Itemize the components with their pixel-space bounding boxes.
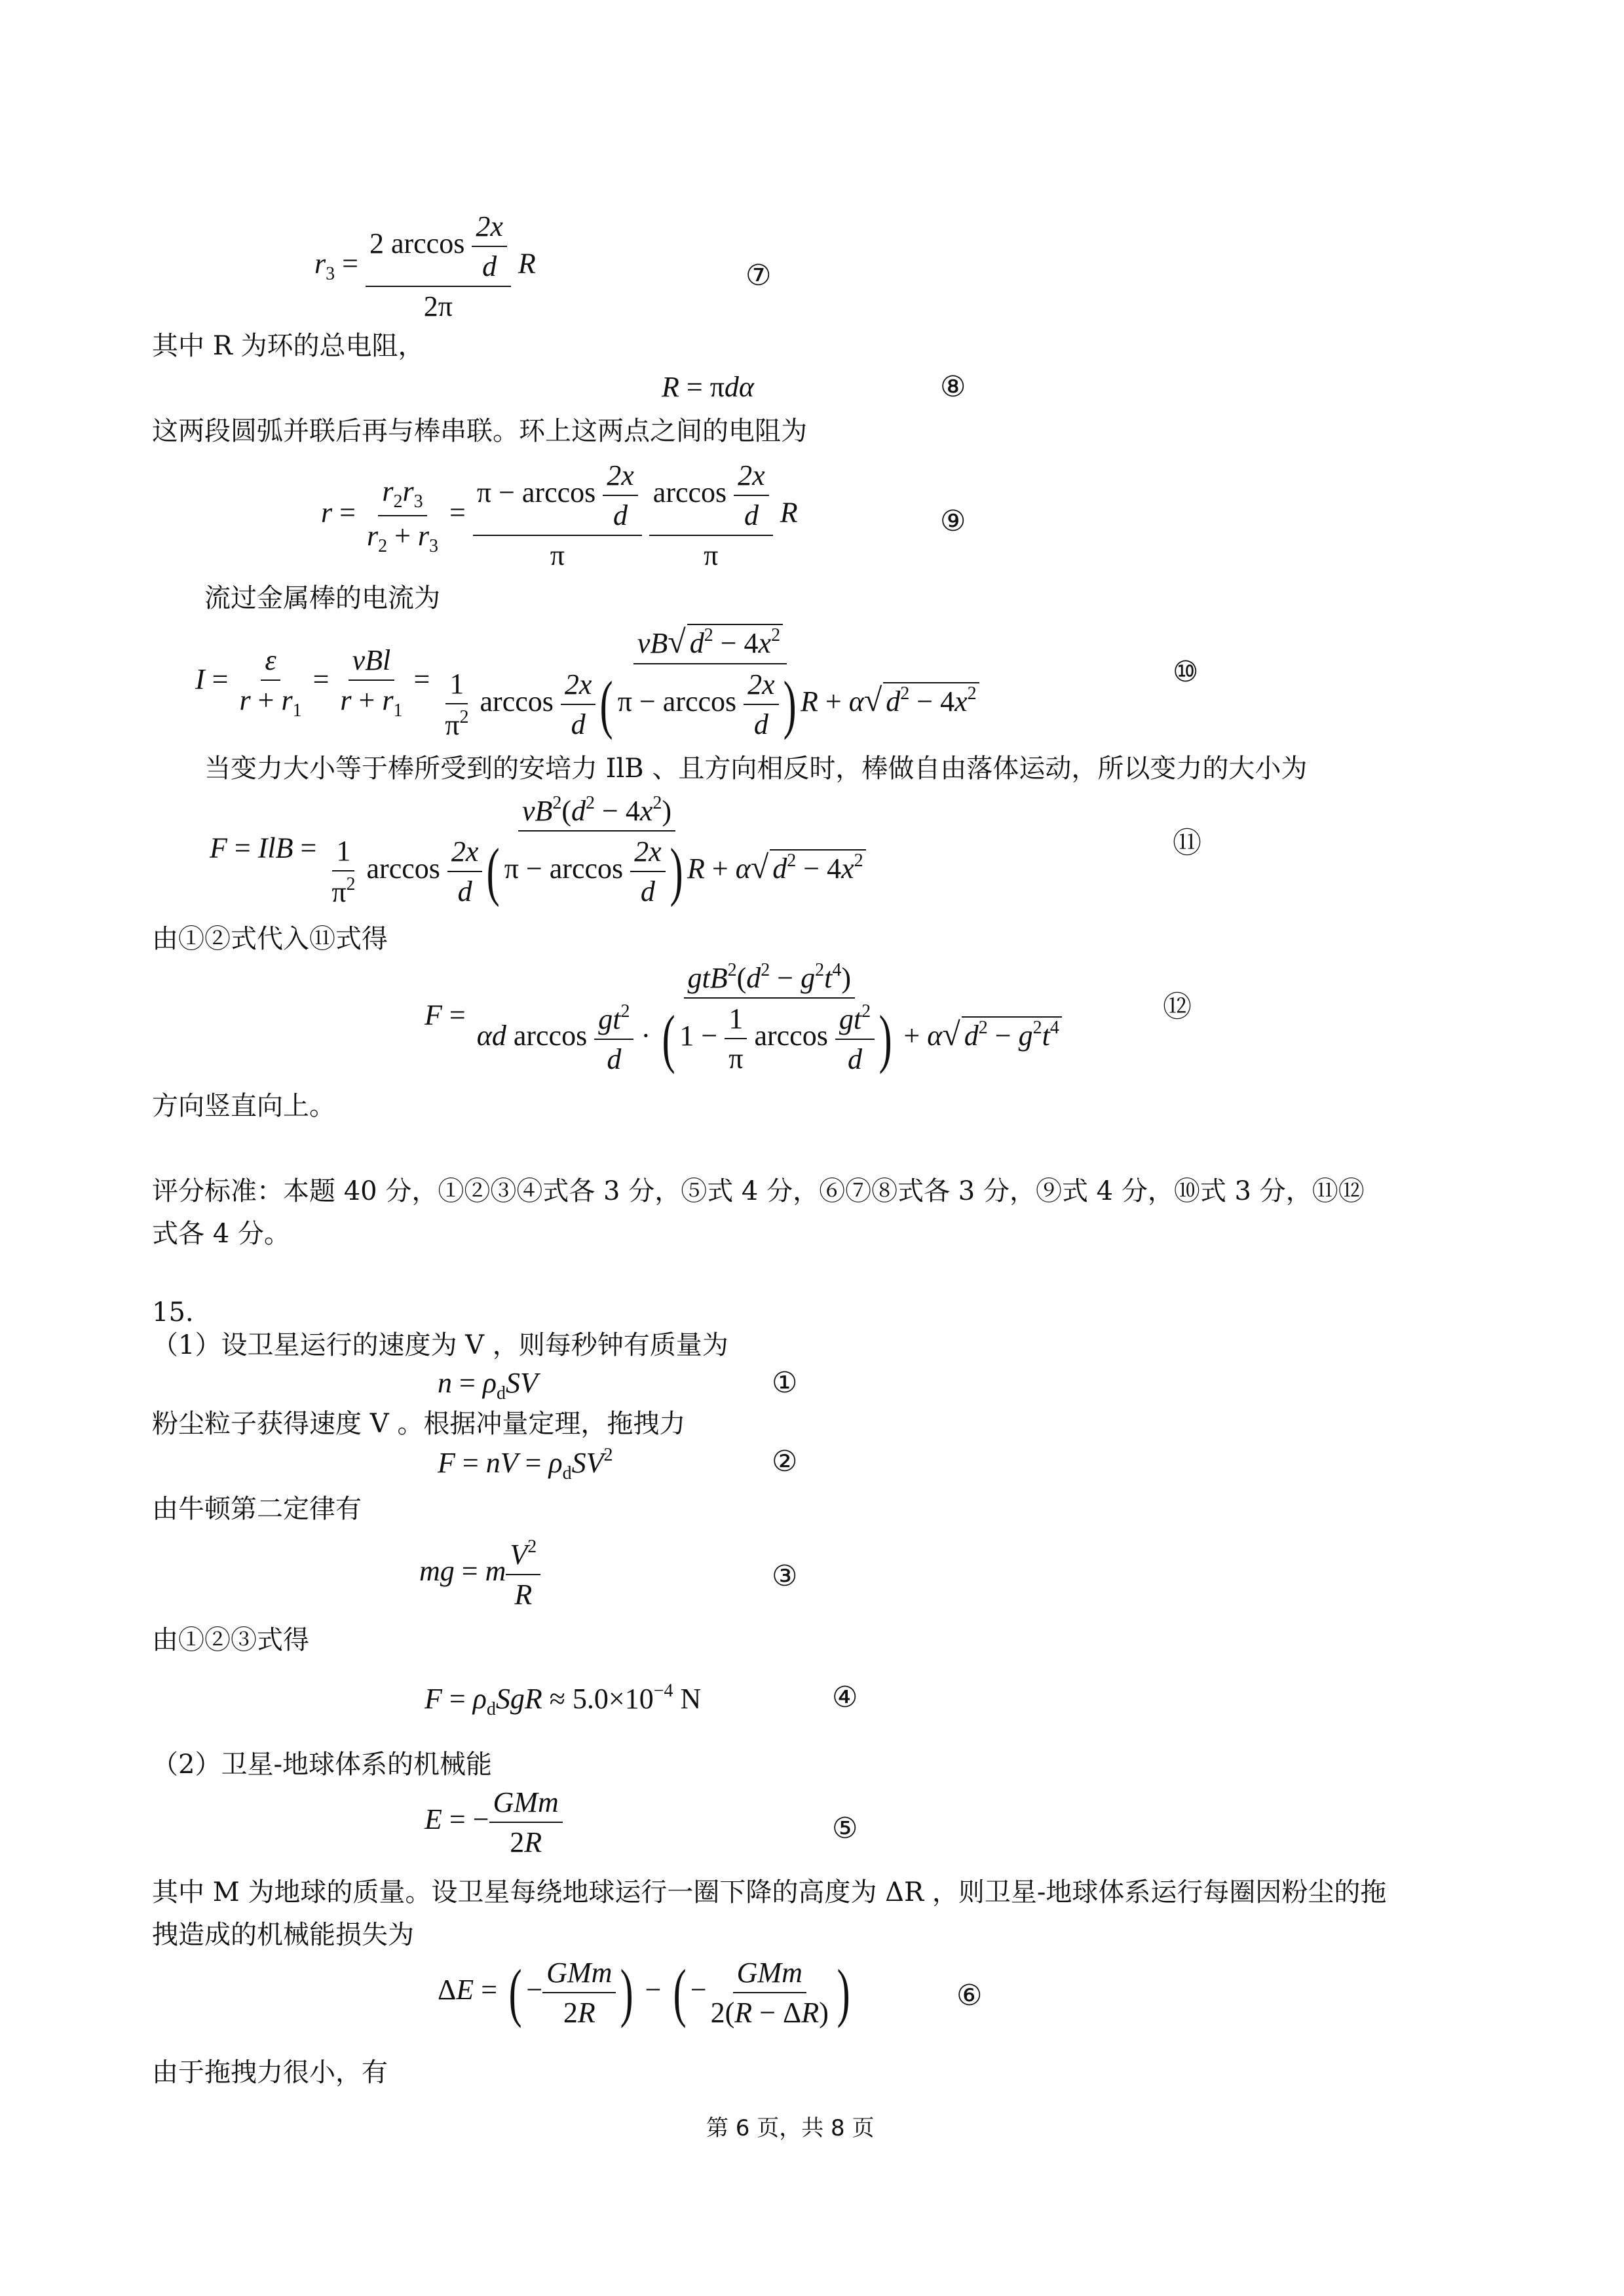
q15-impulse-text: 粉尘粒子获得速度 V 。根据冲量定理，拖拽力 <box>152 1409 686 1439</box>
q15-equation-6: ΔE = ( − $\frac{\text{GMm}}{2R}$ ) − ( − $\frac{\text{GMm}}{2(R - \Delta R)}$ ) <box>438 1956 850 2029</box>
q15-loss-text: 拽造成的机械能损失为 <box>152 1920 414 1950</box>
equation-8: R = πdα <box>662 371 755 403</box>
q15-equation-number-2: ② <box>772 1445 798 1478</box>
equation-7: $r_3$ = 2 arccos $\frac{2x}{d}$ 2π R <box>314 210 536 322</box>
q15-equation-5: E = − $\frac{\text{GMm}}{2R}$ <box>425 1786 563 1859</box>
scoring-line-2: 式各 4 分。 <box>152 1219 290 1249</box>
q15-equation-number-4: ④ <box>832 1681 858 1714</box>
q15-equation-2: F = nV = $\rho_dSV^2$ <box>438 1445 613 1483</box>
equation-number-8: ⑧ <box>940 370 966 404</box>
equation-number-7: ⑦ <box>746 259 772 292</box>
paragraph-substitute: 由①②式代入⑪式得 <box>152 924 388 954</box>
equation-11: F = IlB = $vB^2(d^2 - 4x^2)$ $\frac{1}{\pi^2}$ arccos $\frac{2x}{d}$ ( π − arccos $\frac{2x}{d}$ ) R + α√ $d^2 - 4x^2$ <box>210 793 870 909</box>
q15-equation-1: $n = \rho_dSV$ <box>438 1367 538 1404</box>
paragraph-direction: 方向竖直向上。 <box>152 1091 335 1121</box>
equation-number-11: ⑪ <box>1173 826 1201 860</box>
q15-newton-text: 由牛顿第二定律有 <box>152 1494 362 1524</box>
paragraph-parallel: 这两段圆弧并联后再与棒串联。环上这两点之间的电阻为 <box>152 416 807 446</box>
page-footer: 第 6 页，共 8 页 <box>706 2115 875 2141</box>
q15-equation-number-6: ⑥ <box>956 1979 983 2012</box>
equation-10: I = $\frac{\varepsilon}{r + r_1}$ = $\frac{\text{vBl}}{r + r_1}$ = vB√ $d^2 - 4x^2$ $\frac{1}{\pi^2}$ arccos $\frac{2x}{d}$ ( π − arccos $\frac{2x}{d}$ ) R + α√ $d^2 - 4x^2$ <box>195 622 983 742</box>
equation-9: r = $\frac{r_2r_3}{r_2 + r_3}$ = π − arccos $\frac{2x}{d}$ π arccos $\frac{2x}{d}$ π R <box>321 459 798 571</box>
question-15-number: 15. <box>152 1297 194 1328</box>
equation-number-12: ⑫ <box>1163 990 1192 1024</box>
equation-number-9: ⑨ <box>940 505 966 538</box>
scoring-line-1: 评分标准：本题 40 分，①②③④式各 3 分，⑤式 4 分，⑥⑦⑧式各 3 分，⑨式 4 分，⑩式 3 分，⑪⑫ <box>152 1176 1365 1206</box>
q15-small-drag-text: 由于拖拽力很小，有 <box>152 2057 388 2088</box>
paragraph-ring-resistance: 其中 R 为环的总电阻， <box>152 331 425 361</box>
q15-equation-number-1: ① <box>772 1366 798 1400</box>
q15-mass-text: 其中 M 为地球的质量。设卫星每绕地球运行一圈下降的高度为 ΔR ，则卫星-地球体系运行每圈因粉尘的拖 <box>152 1877 1387 1907</box>
q15-part-2: （2）卫星-地球体系的机械能 <box>152 1750 492 1780</box>
q15-equation-number-5: ⑤ <box>832 1812 858 1845</box>
paragraph-current: 流过金属棒的电流为 <box>204 583 440 613</box>
q15-equation-number-3: ③ <box>772 1559 798 1593</box>
equation-12: F = $gtB^2(d^2 - g^2t^4)$ αd arccos $\frac{gt^2}{d}$ · ( 1 − $\frac{1}{\pi}$ arccos $\frac{gt^2}{d}$ ) + α√ $d^2 - g^2t^4$ <box>425 960 1066 1076</box>
q15-equation-4: $F = \rho_dSgR \approx 5.0\times 10^{-4}$ N <box>425 1681 702 1719</box>
q15-equation-3: mg = m $\frac{V^2}{R}$ <box>419 1537 540 1611</box>
q15-combine-text: 由①②③式得 <box>152 1625 309 1655</box>
equation-number-10: ⑩ <box>1173 655 1199 689</box>
q15-part-1: （1）设卫星运行的速度为 V ，则每秒钟有质量为 <box>152 1330 728 1360</box>
paragraph-force: 当变力大小等于棒所受到的安培力 IlB 、且方向相反时，棒做自由落体运动，所以变力的大小为 <box>204 754 1308 784</box>
